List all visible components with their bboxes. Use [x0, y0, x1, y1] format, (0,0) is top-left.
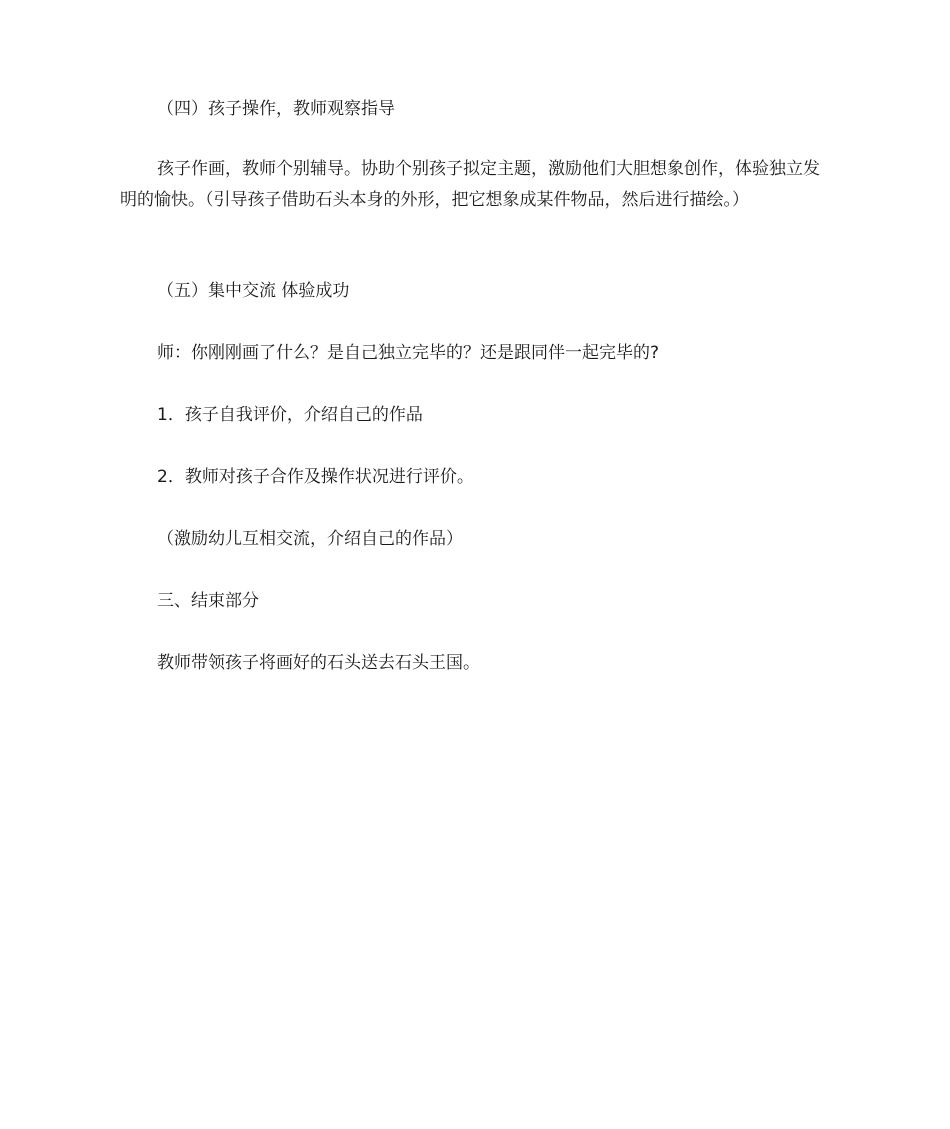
- list-item-1: 1．孩子自我评价，介绍自己的作品: [157, 405, 423, 425]
- body-paragraph-drawing: 孩子作画，教师个别辅导。协助个别孩子拟定主题，激励他们大胆想象创作，体验独立发明的愉快。（引导孩子借助石头本身的外形，把它想象成某件物品，然后进行描绘。）: [120, 159, 820, 210]
- teacher-question: 师：你刚刚画了什么？是自己独立完毕的？还是跟同伴一起完毕的?: [157, 343, 660, 363]
- section-heading-five: （五）集中交流 体验成功: [157, 281, 350, 301]
- list-item-2: 2．教师对孩子合作及操作状况进行评价。: [157, 467, 474, 487]
- section-heading-four: （四）孩子操作，教师观察指导: [157, 99, 395, 119]
- section-heading-ending: 三、结束部分: [157, 591, 259, 611]
- note-paragraph: （激励幼儿互相交流，介绍自己的作品）: [157, 529, 463, 549]
- closing-paragraph: 教师带领孩子将画好的石头送去石头王国。: [157, 653, 480, 673]
